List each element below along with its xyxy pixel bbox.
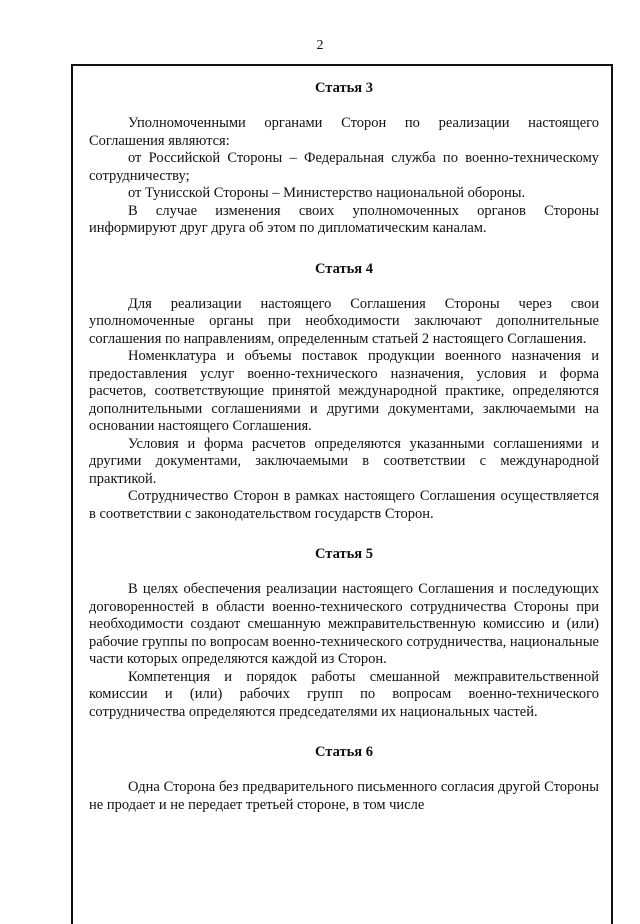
article-5-body bbox=[89, 581, 599, 721]
article-4-paragraph: Сотрудничество Сторон в рамках настоящего Соглашения осуществляется в соответствии с законодательством государств Сторон. bbox=[89, 488, 599, 522]
article-3-paragraph: Уполномоченными органами Сторон по реализации настоящего Соглашения являются: bbox=[89, 115, 599, 149]
article-4-body bbox=[89, 296, 599, 524]
article-3-paragraph: В случае изменения своих уполномоченных органов Стороны информируют друг друга об этом по дипломатическим каналам. bbox=[89, 202, 599, 236]
article-4-paragraph: Условия и форма расчетов определяются указанными соглашениями и другими документами, заключаемыми в соответствии с международной практикой. bbox=[89, 435, 599, 487]
article-3-title: Статья 3 bbox=[315, 80, 373, 96]
article-5-paragraph: Компетенция и порядок работы смешанной межправительственной комиссии и (или) рабочих групп по вопросам военно-технического сотрудничества определяются председателями их национальных частей. bbox=[89, 668, 599, 720]
article-3-paragraph: от Тунисской Стороны – Министерство национальной обороны. bbox=[128, 185, 526, 201]
article-3-body bbox=[89, 115, 599, 238]
article-5-paragraph: В целях обеспечения реализации настоящего Соглашения и последующих договоренностей в области военно-технического сотрудничества Стороны при необходимости создают смешанную межправительственную комиссию и (или) рабочие группы по вопросам военно-технического сотрудничества, национальные части которых определяются каждой из Сторон. bbox=[89, 581, 599, 667]
article-6-title: Статья 6 bbox=[315, 744, 373, 760]
page-number: 2 bbox=[316, 38, 324, 53]
article-6-paragraph: Одна Сторона без предварительного письменного согласия другой Стороны не продает и не передает третьей стороне, в том числе bbox=[89, 779, 599, 813]
document-content bbox=[89, 74, 599, 814]
article-4-paragraph: Для реализации настоящего Соглашения Стороны через свои уполномоченные органы при необходимости заключают дополнительные соглашения по направлениям, определенным статьей 2 настоящего Соглашения. bbox=[89, 295, 599, 347]
article-4-title: Статья 4 bbox=[315, 260, 373, 277]
article-4-paragraph: Номенклатура и объемы поставок продукции военного назначения и предоставления услуг военно-технического назначения, условия и форма расчетов, соответствующие принятой международной практике, определяются дополнительными соглашениями и другими документами, заключаемыми на основании настоящего Соглашения. bbox=[89, 348, 599, 434]
article-5-title: Статья 5 bbox=[315, 546, 373, 562]
article-6-body bbox=[89, 779, 599, 814]
article-3-paragraph: от Российской Стороны – Федеральная служба по военно-техническому сотрудничеству; bbox=[89, 150, 599, 184]
